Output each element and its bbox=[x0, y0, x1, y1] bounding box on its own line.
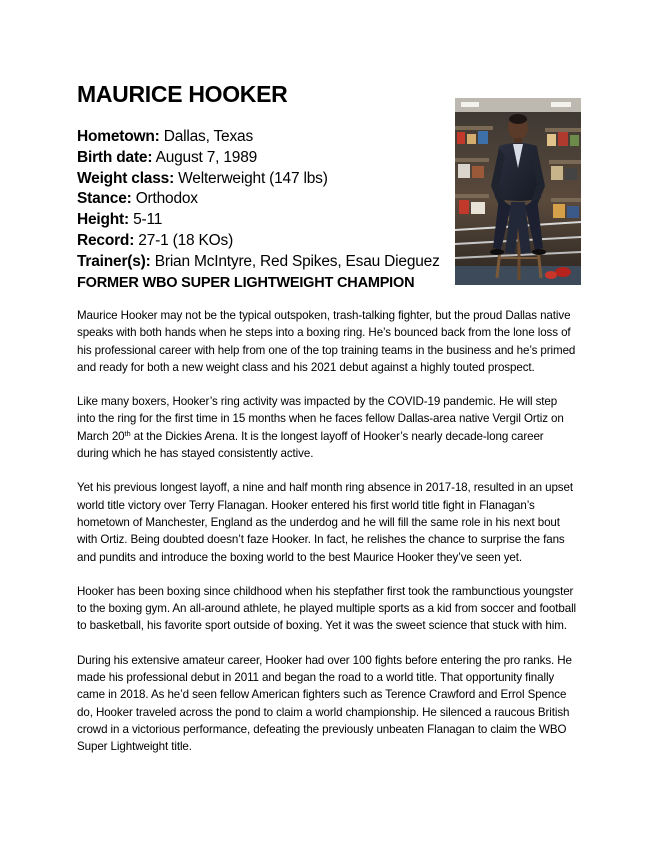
paragraph: Maurice Hooker may not be the typical outspoken, trash-talking fighter, but the proud Dallas native speaks with both hands when he steps into a boxing ring. He’s bounced back from the lone loss of his professional career with help from one of the top training teams in the business and he’s primed and ready for both a new weight class and his 2021 debut against a highly touted prospect. bbox=[77, 309, 576, 374]
paragraph-text: at the Dickies Arena. It is the longest layoff of Hooker’s nearly decade-long career during which he has stayed consistently active. bbox=[77, 429, 544, 461]
fact-value: Welterweight (147 lbs) bbox=[178, 169, 328, 187]
paragraph bbox=[77, 393, 577, 462]
fact-value: 27-1 (18 KOs) bbox=[138, 231, 234, 249]
fact-label: Stance: bbox=[77, 190, 132, 208]
fact-label: Weight class: bbox=[77, 169, 175, 187]
fact-value: Orthodox bbox=[135, 190, 198, 208]
fact-hometown bbox=[77, 127, 457, 148]
fighter-photo bbox=[455, 98, 581, 285]
fighter-facts bbox=[77, 127, 457, 293]
page-title: MAURICE HOOKER bbox=[77, 81, 288, 107]
fact-label: Hometown: bbox=[77, 128, 160, 145]
championship-headline: FORMER WBO SUPER LIGHTWEIGHT CHAMPION bbox=[77, 274, 415, 291]
fact-value: August 7, 1989 bbox=[155, 148, 258, 166]
fact-weight-class bbox=[77, 169, 457, 190]
paragraph: Hooker has been boxing since childhood when his stepfather first took the rambunctious youngster to the boxing gym. An all-around athlete, he played multiple sports as a kid from soccer and football to basketball, his favorite sport outside of boxing. Yet it was the sweet science that stuck with him. bbox=[77, 584, 577, 633]
fact-height bbox=[77, 210, 457, 231]
ordinal-suffix: th bbox=[124, 428, 131, 438]
fact-trainers bbox=[77, 252, 457, 273]
fact-value: Brian McIntyre, Red Spikes, Esau Dieguez bbox=[154, 252, 440, 270]
biography-text bbox=[77, 307, 577, 773]
paragraph: Yet his previous longest layoff, a nine and half month ring absence in 2017-18, resulted in an upset world title victory over Terry Flanagan. Hooker entered his first world title fight in Flanagan’s hometown of Manchester, England as the underdog and he will fill the same role in his next bout with Ortiz. Being doubted doesn’t faze Hooker. In fact, he relishes the chance to surprise the fans and pundits and introduce the boxing world to the best Maurice Hooker they’ve seen yet. bbox=[77, 481, 573, 564]
fact-stance bbox=[77, 189, 457, 210]
fact-label: Trainer(s): bbox=[77, 252, 151, 270]
fact-value: Dallas, Texas bbox=[163, 128, 253, 145]
fact-record bbox=[77, 231, 457, 252]
fact-label: Birth date: bbox=[77, 148, 153, 166]
paragraph-text: Like many boxers, Hooker’s ring activity was impacted by the COVID-19 pandemic. He will step into the ring for the first time in 15 months when he faces fellow Dallas-area native Vergil Ortiz on March 20 bbox=[77, 395, 564, 443]
paragraph: During his extensive amateur career, Hooker had over 100 fights before entering the pro ranks. He made his professional debut in 2011 and began the road to a world title. That opportunity finally came in 2018. As he’d seen fellow American fighters such as Terence Crawford and Errol Spence do, Hooker traveled across the pond to claim a world championship. He silenced a raucous British crowd in a victorious performance, defeating the previously unbeaten Flanagan to claim the WBO Super Lightweight title. bbox=[77, 653, 572, 754]
fact-label: Record: bbox=[77, 231, 135, 249]
fact-birth-date bbox=[77, 148, 457, 169]
fact-value: 5-11 bbox=[133, 211, 163, 229]
fact-label: Height: bbox=[77, 211, 129, 229]
